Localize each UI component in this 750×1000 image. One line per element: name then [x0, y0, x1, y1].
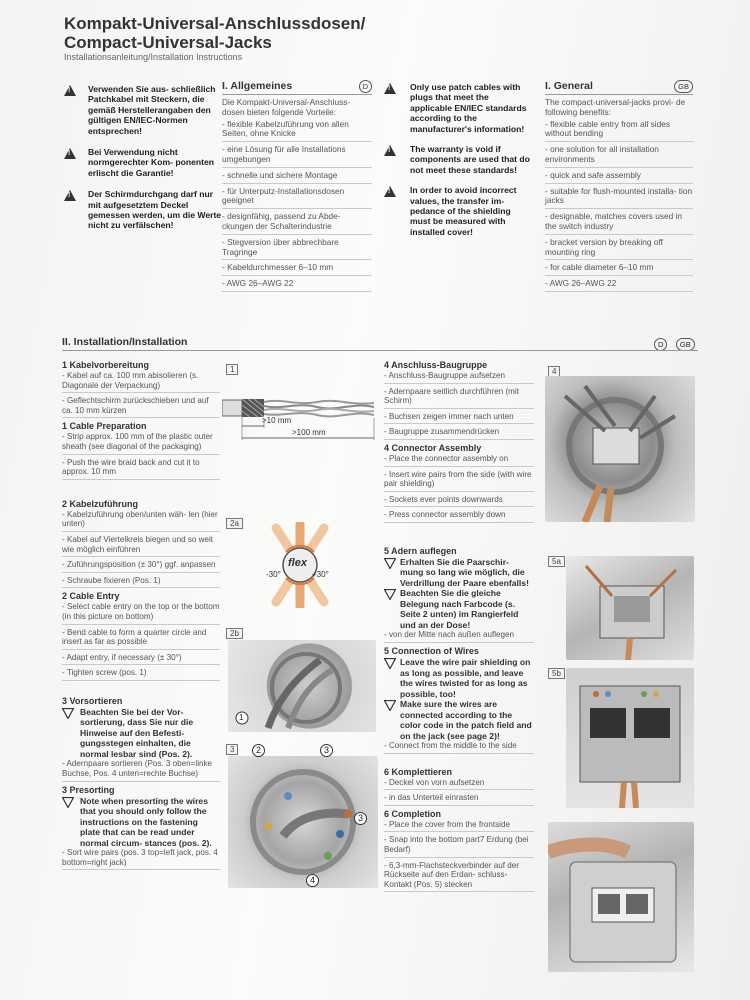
- figure-number: 2b: [226, 628, 243, 639]
- list-item: - eine Lösung für alle Installations umgebungen: [222, 145, 372, 168]
- photo-cable-entry: [228, 640, 376, 732]
- caution-icon: [384, 700, 396, 711]
- note-item: Leave the wire pair shielding on as long as possible, and leave the wires twisted for as long as possible, too!: [384, 657, 534, 699]
- cable-preparation-diagram: [222, 388, 380, 448]
- list-item: - Select cable entry on the top or the bottom (in this picture on bottom): [62, 602, 220, 624]
- intro-text: The compact-universal-jacks provi- de following benefits:: [545, 97, 686, 117]
- figure-number: 3: [226, 744, 238, 755]
- list-item: - bracket version by breaking off mounting ring: [545, 238, 693, 261]
- figure-number: 1: [226, 364, 238, 375]
- warning-item: ! Bei Verwendung nicht normgerechter Kom- ponenten erlischt die Garantie!: [62, 147, 227, 178]
- list-item: - for cable diameter 6–10 mm: [545, 263, 693, 276]
- warning-icon: [384, 83, 396, 94]
- list-item: - schnelle und sichere Montage: [222, 171, 372, 184]
- warning-item: ! Only use patch cables with plugs that meet the applicable EN/IEC standards according to the manufacturer's information!: [382, 82, 532, 134]
- note-item: Make sure the wires are connected according to the color code in the patch field and on the jack (see page 2)!: [384, 699, 534, 741]
- photo-wire-connection: [566, 556, 694, 660]
- list-item: - flexible Kabelzuführung von allen Seiten, ohne Knicke: [222, 120, 372, 143]
- title-line-en: Compact-Universal-Jacks: [64, 33, 272, 52]
- list-item: - one solution for all installation environments: [545, 145, 693, 168]
- list-item: - Place the cover from the frontside: [384, 820, 534, 833]
- list-item: - Adernpaare seitlich durchführen (mit Schirm): [384, 387, 534, 409]
- list-item: - quick and safe assembly: [545, 171, 693, 184]
- list-item: - designable, matches covers used in the switch industry: [545, 212, 693, 235]
- language-badge-gb: GB: [674, 80, 693, 93]
- photo-wired-jack: [566, 668, 694, 808]
- language-badge-gb: GB: [676, 338, 695, 351]
- step-heading: 5 Adern auflegen: [384, 545, 457, 556]
- list-item: - Stegversion über abbrechbare Tragringe: [222, 238, 372, 261]
- list-item: - AWG 26–AWG 22: [222, 279, 372, 292]
- figure-number: 5b: [548, 668, 565, 679]
- list-item: - Baugruppe zusammendrücken: [384, 427, 534, 440]
- warning-item: ! Der Schirmdurchgang darf nur mit aufgesetztem Deckel gemessen werden, um die Werte nicht zu verfälschen!: [62, 189, 227, 231]
- list-item: - Buchsen zeigen immer nach unten: [384, 412, 534, 425]
- warning-icon: [64, 190, 76, 201]
- note-item: Note when presorting the wires that you should only follow the instructions on the fastening plate that can be read under normal circum- stances (pos. 2).: [62, 796, 220, 849]
- list-item: - Deckel von vorn aufsetzen: [384, 778, 534, 791]
- steps-column-left: [62, 360, 220, 873]
- position-label: 3: [354, 812, 367, 825]
- warning-icon: [64, 148, 76, 159]
- section-heading: I. General GB: [545, 80, 693, 92]
- warning-item: ! Verwenden Sie aus- schließlich Patchkabel mit Steckern, die gemäß Herstellerangaben den gültigen EN/IEC-Normen entsprechen!: [62, 84, 227, 136]
- figure-number: 5a: [548, 556, 565, 567]
- warning-icon: [384, 186, 396, 197]
- installation-divider: [62, 350, 698, 351]
- angle-label: +30°: [312, 570, 329, 579]
- caution-icon: [384, 658, 396, 669]
- warning-item: ! In order to avoid incorrect values, the transfer im- pedance of the shielding must be measured with installed cover!: [382, 185, 532, 237]
- list-item: - Place the connector assembly on: [384, 454, 534, 467]
- list-item: - Tighten screw (pos. 1): [62, 668, 220, 681]
- list-item: - flexible cable entry from all sides without bending: [545, 120, 693, 143]
- list-item: - Insert wire pairs from the side (with wire pair shielding): [384, 470, 534, 492]
- photo-illustration: [228, 640, 376, 732]
- list-item: - designfähig, passend zu Abde- ckungen der Schalterindustrie: [222, 212, 372, 235]
- list-item: - von der Mitte nach außen auflegen: [384, 630, 534, 643]
- list-item: - Adernpaare sortieren (Pos. 3 oben=linke Buchse, Pos. 4 unten=rechte Buchse): [62, 759, 220, 781]
- list-item: - Adapt entry, if necessary (± 30°): [62, 653, 220, 666]
- document-subtitle: Installationsanleitung/Installation Instructions: [64, 52, 243, 62]
- position-label: 2: [252, 744, 265, 757]
- photo-illustration: [545, 376, 695, 522]
- step-heading: 3 Presorting: [62, 784, 115, 795]
- photo-illustration: [548, 822, 694, 972]
- position-label: 1: [239, 713, 244, 722]
- step-heading: 1 Kabelvorbereitung: [62, 360, 150, 370]
- list-item: - Kabel auf Viertelkreis biegen und so weit wie möglich einführen: [62, 535, 220, 557]
- warnings-de: [62, 84, 227, 231]
- note-item: Erhalten Sie die Paarschir- mung so lang wie möglich, die Verdrillung der Paare ebenfalls!: [384, 557, 534, 589]
- dimension-label: >10 mm: [262, 416, 292, 425]
- note-item: Beachten Sie die gleiche Belegung nach Farbcode (s. Seite 2 unten) im Rangierfeld und an der Dose!: [384, 588, 534, 630]
- photo-completed-jack: [548, 822, 694, 972]
- step-heading: 2 Kabelzuführung: [62, 498, 138, 509]
- warning-item: ! The warranty is void if components are used that do not meet these standards!: [382, 144, 532, 175]
- divider: [545, 94, 693, 95]
- list-item: - Geflechtschirm zurückschieben und auf ca. 10 mm kürzen: [62, 396, 220, 418]
- section-heading: I. Allgemeines D: [222, 80, 372, 92]
- list-item: - Snap into the bottom part7 Erdung (bei Bedarf): [384, 835, 534, 857]
- step-heading: 4 Connector Assembly: [384, 442, 482, 453]
- position-label: 3: [320, 744, 333, 757]
- caution-icon: [384, 558, 396, 569]
- list-item: - Strip approx. 100 mm of the plastic outer sheath (see diagonal of the packaging): [62, 432, 220, 454]
- list-item: - AWG 26–AWG 22: [545, 279, 693, 292]
- list-item: - Press connector assembly down: [384, 510, 534, 523]
- divider: [222, 94, 372, 95]
- step-heading: 2 Cable Entry: [62, 591, 120, 602]
- figure-number: 4: [548, 366, 560, 377]
- photo-connector-assembly: [545, 376, 695, 522]
- warning-icon: [64, 85, 76, 96]
- dimension-label: >100 mm: [292, 428, 326, 437]
- list-item: - Sockets ever points downwards: [384, 495, 534, 508]
- installation-heading: II. Installation/Installation: [62, 336, 188, 348]
- step-heading: 1 Cable Preparation: [62, 421, 147, 432]
- list-item: - Kabeldurchmesser 6–10 mm: [222, 263, 372, 276]
- list-item: - Schraube fixieren (Pos. 1): [62, 576, 220, 589]
- list-item: - in das Unterteil einrasten: [384, 793, 534, 806]
- position-label: 4: [306, 874, 319, 887]
- figure-number: 2a: [226, 518, 243, 529]
- caution-icon: [62, 797, 74, 808]
- warning-icon: [384, 145, 396, 156]
- photo-illustration: [566, 556, 694, 660]
- step-heading: 4 Anschluss-Baugruppe: [384, 360, 488, 370]
- list-item: - Bend cable to form a quarter circle and insert as far as possible: [62, 628, 220, 650]
- list-item: - 6,3-mm-Flachsteckverbinder auf der Rückseite auf den Erdan- schluss-Kontakt (Pos. 5) stecken: [384, 861, 534, 893]
- allgemeines-section: [222, 80, 372, 295]
- step-heading: 3 Vorsortieren: [62, 695, 123, 706]
- list-item: - suitable for flush-mounted installa- tion jacks: [545, 187, 693, 210]
- steps-column-right: [384, 360, 534, 895]
- list-item: - Push the wire braid back and cut it to approx. 10 mm: [62, 458, 220, 480]
- warnings-en: [382, 82, 532, 237]
- language-badge-de: D: [359, 80, 372, 93]
- list-item: - Sort wire pairs (pos. 3 top=left jack, pos. 4 bottom=right jack): [62, 848, 220, 870]
- step-heading: 5 Connection of Wires: [384, 646, 479, 657]
- list-item: - Kabelzuführung oben/unten wäh- len (hier unten): [62, 510, 220, 532]
- step-heading: 6 Komplettieren: [384, 766, 453, 777]
- list-item: - für Unterputz-Installationsdosen geeignet: [222, 187, 372, 210]
- list-item: - Kabel auf ca. 100 mm abisolieren (s. Diagonale der Verpackung): [62, 371, 220, 393]
- photo-illustration: [566, 668, 694, 808]
- flex-label: flex: [288, 557, 307, 569]
- title-line-de: Kompakt-Universal-Anschlussdosen/: [64, 14, 366, 33]
- document-title: [64, 14, 365, 52]
- list-item: - Anschluss-Baugruppe aufsetzen: [384, 371, 534, 384]
- caution-icon: [384, 589, 396, 600]
- list-item: - Connect from the middle to the side: [384, 741, 534, 754]
- general-section: [545, 80, 693, 295]
- note-item: Beachten Sie bei der Vor- sortierung, dass Sie nur die Hinweise auf den Befesti- gungsstegen einhalten, die normal lesbar sind (Pos. 2).: [62, 707, 220, 760]
- language-badge-de: D: [654, 338, 667, 351]
- angle-label: -30°: [266, 570, 281, 579]
- step-heading: 6 Completion: [384, 808, 442, 819]
- intro-text: Die Kompakt-Universal-Anschluss- dosen bieten folgende Vorteile:: [222, 97, 351, 117]
- list-item: - Zuführungsposition (± 30°) ggf. anpassen: [62, 560, 220, 573]
- caution-icon: [62, 708, 74, 719]
